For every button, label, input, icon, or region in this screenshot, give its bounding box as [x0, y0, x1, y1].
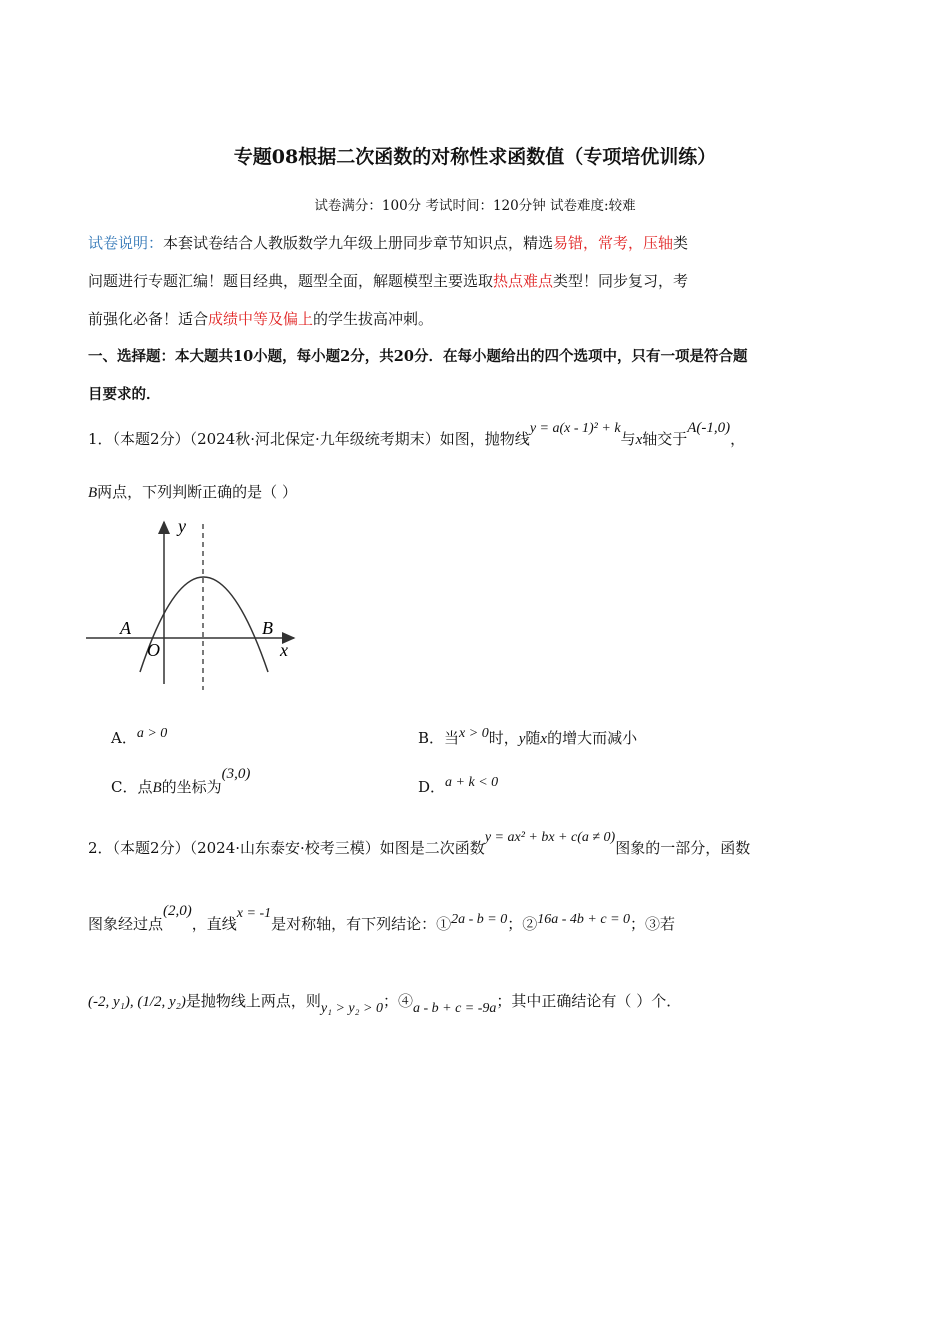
highlight-red: 成绩中等及偏上 [208, 310, 314, 328]
q1-option-a[interactable]: A．a > 0 [111, 726, 168, 747]
q1-source: （本题2分）（2024秋·河北保定·九年级统考期末）如图，抛物线 [112, 430, 530, 448]
section-heading: 一、选择题：本大题共10小题，每小题2分，共20分．在每小题给出的四个选项中，只有一项是符合题 [88, 348, 748, 365]
point-b-label: B [262, 618, 273, 638]
section-heading-cont: 目要求的． [88, 386, 161, 403]
q1-number: 1． [88, 430, 113, 448]
page-title: 专题08根据二次函数的对称性求函数值（专项培优训练） [233, 146, 717, 168]
exam-meta: 试卷满分：100分 考试时间：120分钟 试卷难度:较难 [314, 198, 636, 214]
intro-label: 试卷说明： [88, 234, 164, 252]
point-a-label: A [120, 618, 131, 638]
q1-option-d[interactable]: D．a + k < 0 [418, 775, 499, 796]
q2-number: 2． [88, 839, 113, 857]
x-axis-label: x [280, 640, 288, 660]
intro-line-3: 前强化必备！适合成绩中等及偏上的学生拔高冲刺。 [88, 310, 434, 328]
q2-stem: 2．（本题2分）（2024·山东泰安·校考三模）如图是二次函数y = ax² + bx + c(a ≠ 0)图象的一部分，函数 [88, 830, 751, 857]
q1-point-a: A(-1,0) [687, 420, 731, 436]
origin-label: O [147, 640, 160, 660]
q1-option-c[interactable]: C．点B的坐标为(3,0) [111, 766, 251, 796]
q2-equation: y = ax² + bx + c(a ≠ 0) [484, 830, 616, 845]
q1-stem: 1．（本题2分）（2024秋·河北保定·九年级统考期末）如图，抛物线y = a(x - 1)² + k与x轴交于A(-1,0)， [88, 420, 746, 448]
q2-stem-line2: 图象经过点(2,0)，直线x = -1是对称轴，有下列结论：①2a - b = 0；②16a - 4b + c = 0；③若 [88, 903, 676, 933]
q2-stem-line3: (-2, y₁), (1/2, y₂)是抛物线上两点，则y₁ > y₂ > 0；④a - b + c = -9a；其中正确结论有（ ）个． [88, 992, 682, 1016]
q1-option-b[interactable]: B．当x > 0时，y随x的增大而减小 [418, 726, 638, 747]
q1-parabola-figure [82, 512, 302, 697]
highlight-red: 易错，常考，压轴 [553, 234, 674, 252]
y-axis-label: y [178, 516, 186, 536]
q2-source: （本题2分）（2024·山东泰安·校考三模）如图是二次函数 [112, 839, 485, 857]
highlight-red: 热点难点 [493, 272, 554, 290]
intro-line-2: 问题进行专题汇编！题目经典，题型全面，解题模型主要选取热点难点类型！同步复习，考 [88, 272, 689, 290]
q1-equation: y = a(x - 1)² + k [529, 421, 621, 436]
intro-line-1: 试卷说明：本套试卷结合人教版数学九年级上册同步章节知识点，精选易错，常考，压轴类 [88, 234, 689, 252]
q1-stem-cont: B两点，下列判断正确的是（ ） [88, 483, 297, 501]
